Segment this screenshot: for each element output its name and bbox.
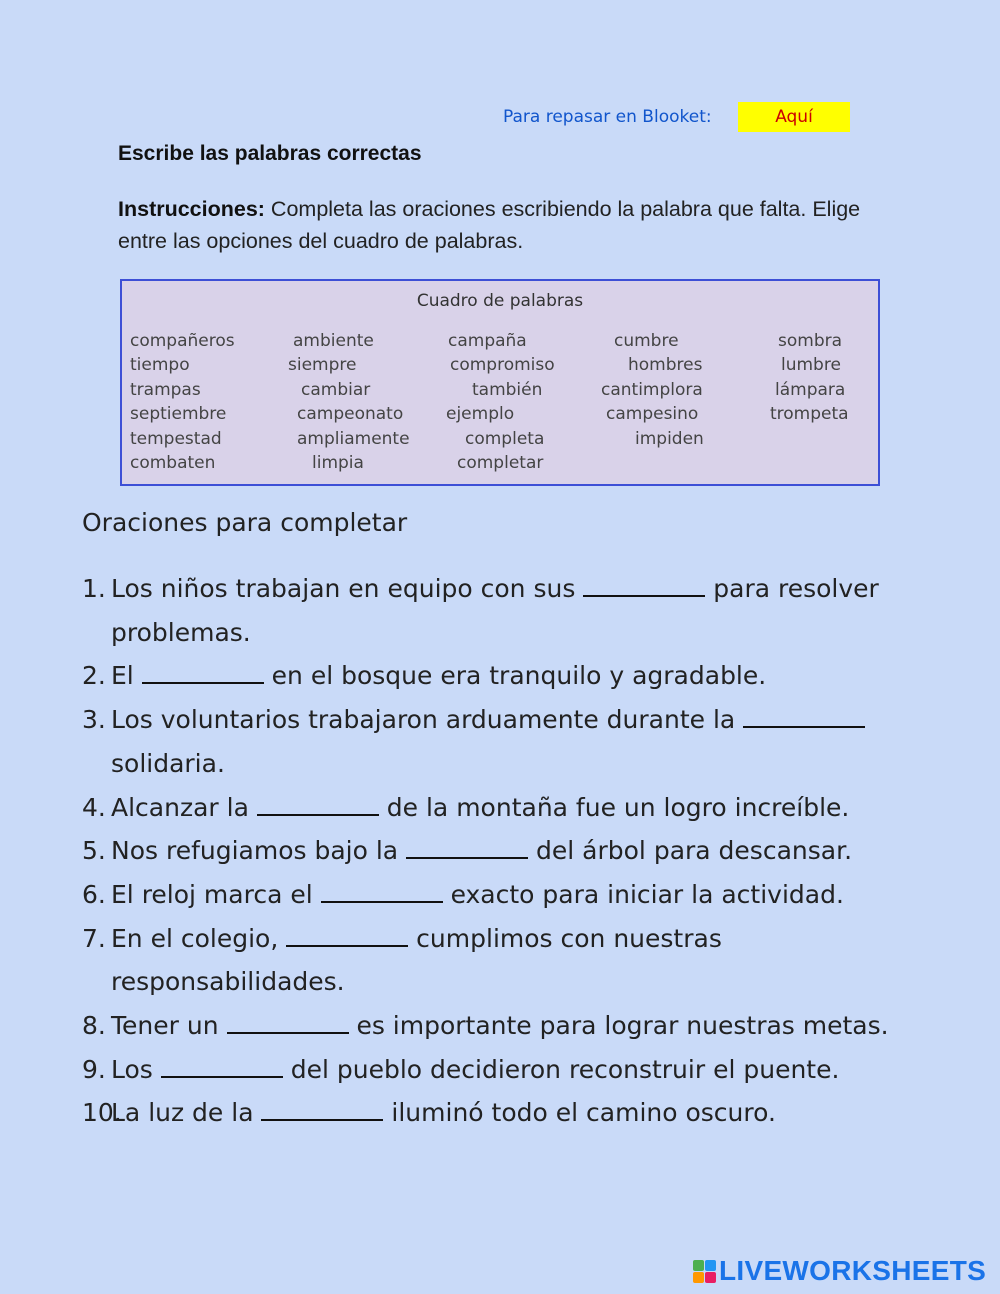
sentence-item bbox=[82, 1004, 962, 1048]
sentence-number: 9. bbox=[82, 1054, 106, 1084]
word-item: combaten bbox=[130, 453, 216, 473]
sentence-number: 7. bbox=[82, 923, 106, 953]
word-item: tiempo bbox=[130, 355, 190, 375]
sentence-text-before: El reloj marca el bbox=[111, 879, 321, 909]
word-item: compromiso bbox=[450, 355, 555, 375]
sentence-text-before: Los niños trabajan en equipo con sus bbox=[111, 574, 584, 603]
answer-blank[interactable] bbox=[257, 794, 379, 816]
sentence-item bbox=[82, 917, 962, 1004]
word-box bbox=[120, 279, 880, 486]
sentence-number: 8. bbox=[82, 1011, 106, 1041]
sentence-text-after: solidaria. bbox=[111, 748, 225, 778]
sentence-number: 1. bbox=[82, 574, 106, 603]
sentence-text-before: Tener un bbox=[111, 1011, 227, 1041]
sentence-text-before: Nos refugiamos bajo la bbox=[111, 836, 407, 866]
sentence-item bbox=[82, 698, 962, 785]
answer-blank[interactable] bbox=[286, 925, 408, 947]
logo-square bbox=[693, 1272, 704, 1283]
word-item: cantimplora bbox=[601, 380, 703, 400]
sentence-number: 5. bbox=[82, 836, 106, 866]
sentence-text-before: Los bbox=[111, 1054, 161, 1084]
answer-blank[interactable] bbox=[142, 662, 264, 684]
sentence-text-after: del árbol para descansar. bbox=[528, 836, 853, 866]
word-item: septiembre bbox=[130, 404, 227, 424]
word-item: cumbre bbox=[614, 331, 679, 351]
word-item: completa bbox=[465, 429, 545, 449]
answer-blank[interactable] bbox=[406, 837, 528, 859]
blooket-label: Para repasar en Blooket: bbox=[503, 107, 712, 127]
word-item: compañeros bbox=[130, 331, 235, 351]
word-item: sombra bbox=[778, 331, 843, 351]
instructions-label: Instrucciones: bbox=[118, 197, 265, 221]
sentence-number: 10. bbox=[82, 1098, 122, 1128]
logo-square bbox=[705, 1260, 716, 1271]
word-item: lumbre bbox=[781, 355, 841, 375]
word-item: ejemplo bbox=[446, 404, 515, 424]
page-title: Escribe las palabras correctas bbox=[118, 142, 422, 165]
section-heading: Oraciones para completar bbox=[82, 508, 408, 537]
sentence-number: 4. bbox=[82, 792, 106, 822]
word-box-title: Cuadro de palabras bbox=[416, 291, 584, 311]
sentence-number: 2. bbox=[82, 661, 106, 691]
word-item: campaña bbox=[448, 331, 527, 351]
instructions bbox=[118, 193, 878, 257]
blooket-link[interactable]: Aquí bbox=[738, 102, 850, 132]
sentence-item bbox=[82, 1048, 962, 1092]
sentence-text-after: de la montaña fue un logro increíble. bbox=[378, 792, 850, 822]
answer-blank[interactable] bbox=[261, 1099, 383, 1121]
sentence-text-after: en el bosque era tranquilo y agradable. bbox=[263, 661, 767, 691]
liveworksheets-icon bbox=[693, 1260, 716, 1283]
answer-blank[interactable] bbox=[583, 575, 705, 597]
sentence-item bbox=[82, 873, 962, 917]
word-item: cambiar bbox=[301, 380, 371, 400]
sentence-text-before: La luz de la bbox=[111, 1098, 262, 1128]
answer-blank[interactable] bbox=[743, 706, 865, 728]
sentence-number: 6. bbox=[82, 879, 106, 909]
sentence-text-before: Alcanzar la bbox=[111, 792, 257, 822]
sentence-list bbox=[82, 567, 962, 1135]
sentence-item bbox=[82, 1091, 962, 1135]
liveworksheets-logo[interactable] bbox=[693, 1255, 986, 1287]
logo-square bbox=[693, 1260, 704, 1271]
sentence-text-after: exacto para iniciar la actividad. bbox=[442, 879, 844, 909]
sentence-text-after: cumplimos con nuestras responsabilidades. bbox=[111, 923, 722, 997]
instructions-text: Completa las oraciones escribiendo la palabra que falta. Elige entre las opciones del cuadro de palabras. bbox=[118, 197, 861, 253]
sentence-item bbox=[82, 829, 962, 873]
word-item: limpia bbox=[312, 453, 364, 473]
sentence-item bbox=[82, 567, 962, 654]
answer-blank[interactable] bbox=[161, 1056, 283, 1078]
word-item: campeonato bbox=[297, 404, 404, 424]
sentence-text-after: es importante para lograr nuestras metas. bbox=[348, 1011, 889, 1041]
sentence-text-before: En el colegio, bbox=[111, 923, 287, 953]
word-item: hombres bbox=[628, 355, 703, 375]
sentence-text-after: para resolver problemas. bbox=[111, 574, 879, 647]
word-item: campesino bbox=[606, 404, 699, 424]
word-item: trampas bbox=[130, 380, 201, 400]
sentence-text-after: iluminó todo el camino oscuro. bbox=[383, 1098, 776, 1128]
sentence-number: 3. bbox=[82, 705, 106, 735]
answer-blank[interactable] bbox=[227, 1012, 349, 1034]
sentence-text-before: El bbox=[111, 661, 142, 691]
sentence-text-before: Los voluntarios trabajaron arduamente durante la bbox=[111, 705, 744, 735]
logo-text: LIVEWORKSHEETS bbox=[719, 1255, 987, 1286]
word-item: lámpara bbox=[775, 380, 846, 400]
blooket-section bbox=[503, 102, 850, 132]
logo-square bbox=[705, 1272, 716, 1283]
sentence-text-after: del pueblo decidieron reconstruir el puente. bbox=[282, 1054, 840, 1084]
answer-blank[interactable] bbox=[321, 881, 443, 903]
word-item: ambiente bbox=[293, 331, 374, 351]
word-item: completar bbox=[457, 453, 544, 473]
sentence-item bbox=[82, 786, 962, 830]
word-item: tempestad bbox=[130, 429, 222, 449]
word-item: impiden bbox=[635, 429, 704, 449]
sentence-item bbox=[82, 654, 962, 698]
word-item: ampliamente bbox=[297, 429, 410, 449]
word-item: siempre bbox=[288, 355, 357, 375]
word-item: trompeta bbox=[770, 404, 849, 424]
word-item: también bbox=[472, 380, 543, 400]
